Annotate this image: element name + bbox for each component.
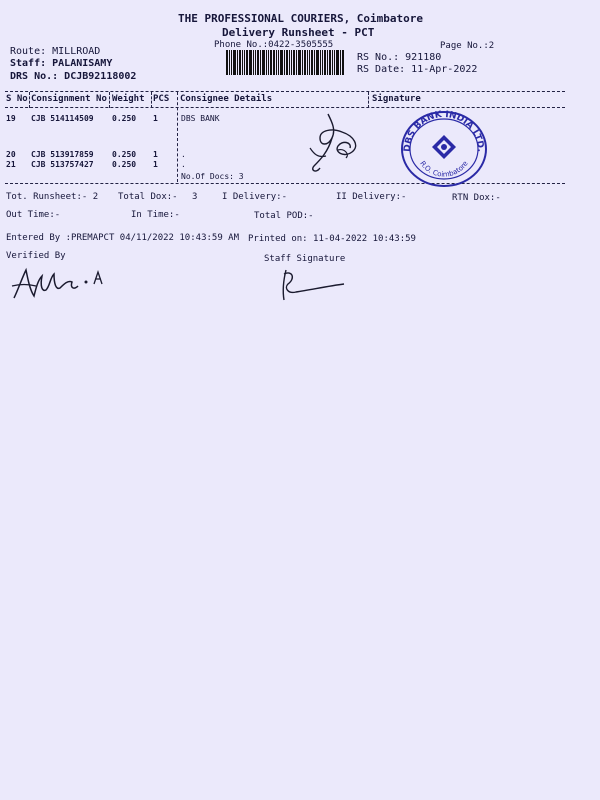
barcode-bar bbox=[270, 50, 272, 75]
svg-text:R.O. Coimbatore: R.O. Coimbatore bbox=[418, 159, 470, 179]
entered-by: Entered By :PREMAPCT 04/11/2022 10:43:59 AM bbox=[6, 233, 239, 243]
barcode-bar bbox=[316, 50, 319, 75]
barcode-bar bbox=[229, 50, 230, 75]
drs-number: DRS No.: DCJB92118002 bbox=[10, 71, 137, 82]
barcode-bar bbox=[226, 50, 228, 75]
barcode-bar bbox=[307, 50, 308, 75]
ii-delivery: II Delivery:- bbox=[336, 192, 407, 202]
out-time: Out Time:- bbox=[6, 210, 61, 220]
barcode-bar bbox=[327, 50, 328, 75]
in-time: In Time:- bbox=[131, 210, 180, 220]
row-weight: 0.250 bbox=[112, 114, 137, 123]
no-of-docs: No.Of Docs: 3 bbox=[181, 172, 244, 181]
row-weight: 0.250 bbox=[112, 160, 137, 169]
barcode-bar bbox=[246, 50, 248, 75]
col-header-consignee: Consignee Details bbox=[180, 94, 273, 104]
barcode-bar bbox=[314, 50, 315, 75]
row-sno: 19 bbox=[6, 114, 16, 123]
table-top-rule bbox=[5, 91, 565, 92]
row-consignee: DBS BANK bbox=[181, 114, 220, 123]
barcode-bar bbox=[266, 50, 267, 75]
barcode-bar bbox=[304, 50, 306, 75]
verifier-signature bbox=[10, 262, 110, 306]
barcode-bar bbox=[255, 50, 256, 75]
col-divider bbox=[29, 92, 30, 108]
barcode-bar bbox=[289, 50, 290, 75]
row-sno: 21 bbox=[6, 160, 16, 169]
col-divider bbox=[368, 92, 369, 108]
route-label: Route: MILLROAD bbox=[10, 46, 101, 57]
table-header-rule bbox=[5, 107, 565, 108]
tot-runsheet: Tot. Runsheet:- 2 bbox=[6, 192, 99, 202]
page-number: Page No.:2 bbox=[440, 41, 495, 51]
total-pod: Total POD:- bbox=[254, 211, 314, 221]
barcode-bar bbox=[291, 50, 292, 75]
row-consignment: CJB 514114509 bbox=[31, 114, 94, 123]
barcode-bar bbox=[262, 50, 265, 75]
barcode-bar bbox=[320, 50, 321, 75]
barcode-bar bbox=[342, 50, 344, 75]
svg-text:DBS BANK INDIA LTD.: DBS BANK INDIA LTD. bbox=[402, 109, 486, 153]
barcode-bar bbox=[231, 50, 232, 75]
barcode-bar bbox=[322, 50, 323, 75]
verified-by: Verified By bbox=[6, 251, 66, 261]
barcode-bar bbox=[296, 50, 297, 75]
barcode-bar bbox=[298, 50, 301, 75]
barcode-bar bbox=[268, 50, 269, 75]
col-header-consignment: Consignment No bbox=[31, 94, 107, 104]
col-divider bbox=[151, 92, 152, 108]
barcode-bar bbox=[257, 50, 259, 75]
rtn-dox: RTN Dox:- bbox=[452, 193, 501, 203]
row-sno: 20 bbox=[6, 150, 16, 159]
printed-on: Printed on: 11-04-2022 10:43:59 bbox=[248, 234, 416, 244]
total-dox-value: 3 bbox=[192, 192, 198, 202]
row-pcs: 1 bbox=[153, 160, 158, 169]
row-consignment: CJB 513917859 bbox=[31, 150, 94, 159]
row-weight: 0.250 bbox=[112, 150, 137, 159]
row-consignee: . bbox=[181, 150, 186, 159]
barcode-bar bbox=[278, 50, 279, 75]
row-pcs: 1 bbox=[153, 114, 158, 123]
barcode-bar bbox=[239, 50, 241, 75]
barcode-bar bbox=[280, 50, 283, 75]
col-header-signature: Signature bbox=[372, 94, 421, 104]
col-header-pcs: PCS bbox=[153, 94, 170, 104]
i-delivery: I Delivery:- bbox=[222, 192, 288, 202]
barcode-bar bbox=[273, 50, 275, 75]
col-header-weight: Weight bbox=[112, 94, 145, 104]
row-pcs: 1 bbox=[153, 150, 158, 159]
barcode-bar bbox=[253, 50, 254, 75]
barcode-bar bbox=[336, 50, 339, 75]
barcode-bar bbox=[311, 50, 313, 75]
col-divider bbox=[109, 92, 110, 108]
phone-number: Phone No.:0422-3505555 bbox=[214, 40, 334, 50]
staff-signature-label: Staff Signature bbox=[264, 254, 346, 264]
barcode-bar bbox=[324, 50, 326, 75]
runsheet-subtitle: Delivery Runsheet - PCT bbox=[222, 26, 375, 39]
rs-date: RS Date: 11-Apr-2022 bbox=[357, 64, 478, 75]
row-consignment: CJB 513757427 bbox=[31, 160, 94, 169]
barcode bbox=[226, 50, 345, 75]
col-header-sno: S No bbox=[6, 94, 28, 104]
barcode-bar bbox=[332, 50, 333, 75]
barcode-bar bbox=[260, 50, 261, 75]
barcode-bar bbox=[340, 50, 341, 75]
barcode-bar bbox=[249, 50, 252, 75]
row-consignee: . bbox=[181, 160, 186, 169]
staff-label: Staff: PALANISAMY bbox=[10, 58, 113, 69]
barcode-bar bbox=[237, 50, 238, 75]
total-dox-label: Total Dox:- bbox=[118, 192, 178, 202]
rs-number: RS No.: 921180 bbox=[357, 52, 442, 63]
company-title: THE PROFESSIONAL COURIERS, Coimbatore bbox=[178, 12, 424, 25]
barcode-bar bbox=[244, 50, 245, 75]
barcode-bar bbox=[276, 50, 277, 75]
staff-signature bbox=[274, 266, 350, 306]
col-divider bbox=[177, 92, 178, 182]
barcode-bar bbox=[302, 50, 303, 75]
barcode-bar bbox=[233, 50, 236, 75]
bank-stamp bbox=[398, 109, 490, 189]
barcode-bar bbox=[334, 50, 335, 75]
barcode-bar bbox=[242, 50, 243, 75]
barcode-bar bbox=[329, 50, 331, 75]
consignee-signature bbox=[298, 108, 370, 186]
barcode-bar bbox=[293, 50, 295, 75]
barcode-bar bbox=[309, 50, 310, 75]
barcode-bar bbox=[286, 50, 288, 75]
barcode-bar bbox=[284, 50, 285, 75]
